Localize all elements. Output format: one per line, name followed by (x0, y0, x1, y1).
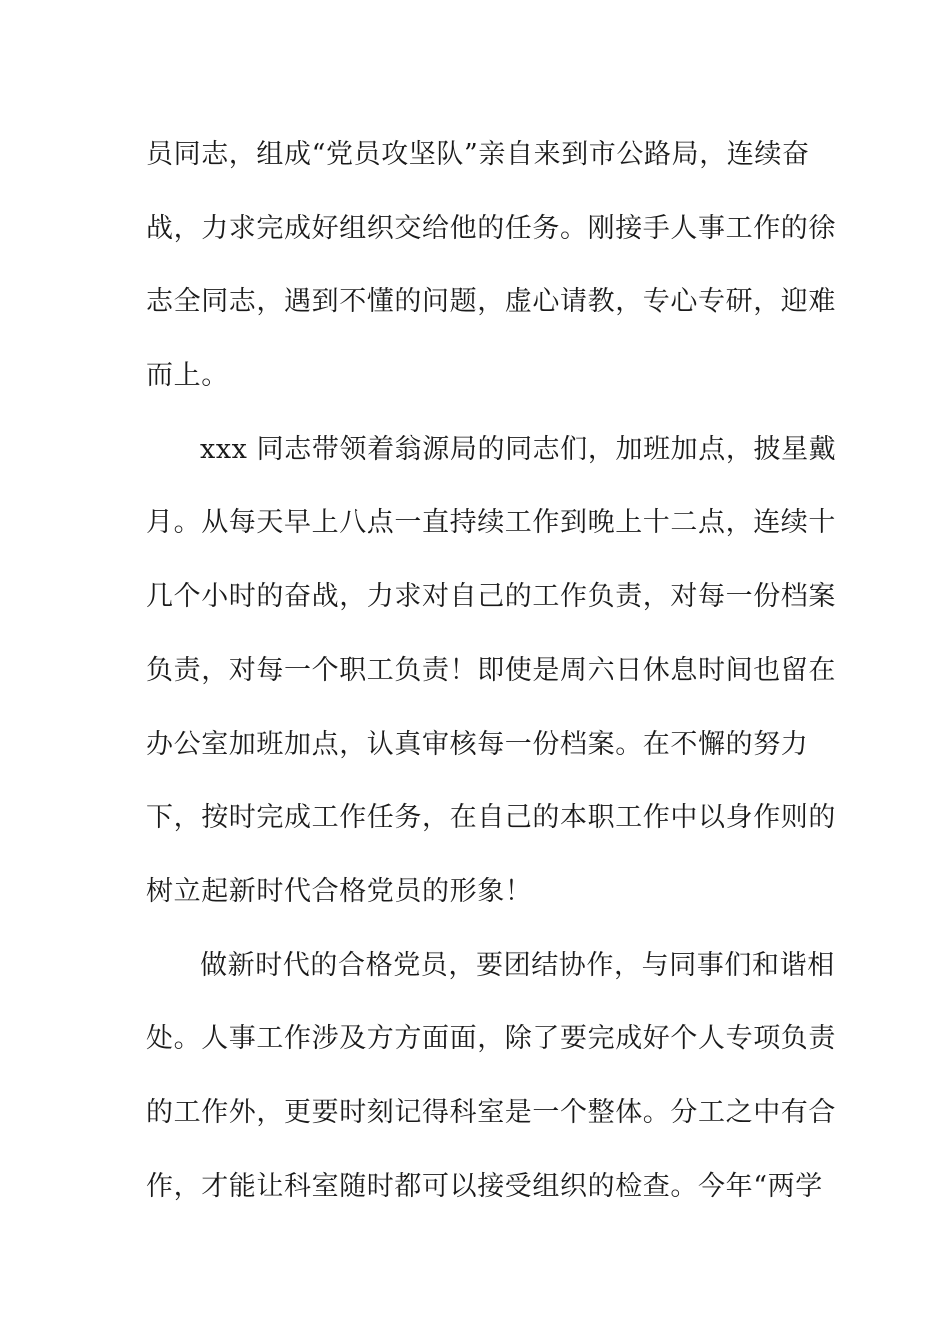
text-line: 的工作外，更要时刻记得科室是一个整体。分工之中有合 (146, 1096, 836, 1128)
text-line: 月。从每天早上八点一直持续工作到晚上十二点，连续十 (146, 507, 836, 539)
text-line: 负责，对每一个职工负责！即使是周六日休息时间也留在 (146, 654, 836, 686)
document-body (146, 118, 837, 1223)
text-line: 员同志，组成“党员攻坚队”亲自来到市公路局，连续奋 (146, 139, 810, 170)
text-line: 作，才能让科室随时都可以接受组织的检查。今年“两学 (146, 1170, 823, 1202)
text-line: 处。人事工作涉及方方面面，除了要完成好个人专项负责 (146, 1023, 836, 1055)
paragraph-first-line: xxx 同志带领着翁源局的同志们，加班加点，披星戴 (200, 433, 837, 465)
text-line: 志全同志，遇到不懂的问题，虚心请教，专心专研，迎难 (146, 286, 836, 318)
text-line: 几个小时的奋战，力求对自己的工作负责，对每一份档案 (146, 581, 836, 613)
text-line: 下，按时完成工作任务，在自己的本职工作中以身作则的 (146, 802, 836, 834)
text-line: 办公室加班加点，认真审核每一份档案。在不懈的努力 (146, 728, 809, 760)
text-line: 树立起新时代合格党员的形象！ (146, 875, 533, 907)
text-line: 战，力求完成好组织交给他的任务。刚接手人事工作的徐 (146, 212, 836, 244)
text-line: 而上。 (146, 360, 229, 392)
paragraph-first-line: 做新时代的合格党员，要团结协作，与同事们和谐相 (200, 949, 835, 981)
